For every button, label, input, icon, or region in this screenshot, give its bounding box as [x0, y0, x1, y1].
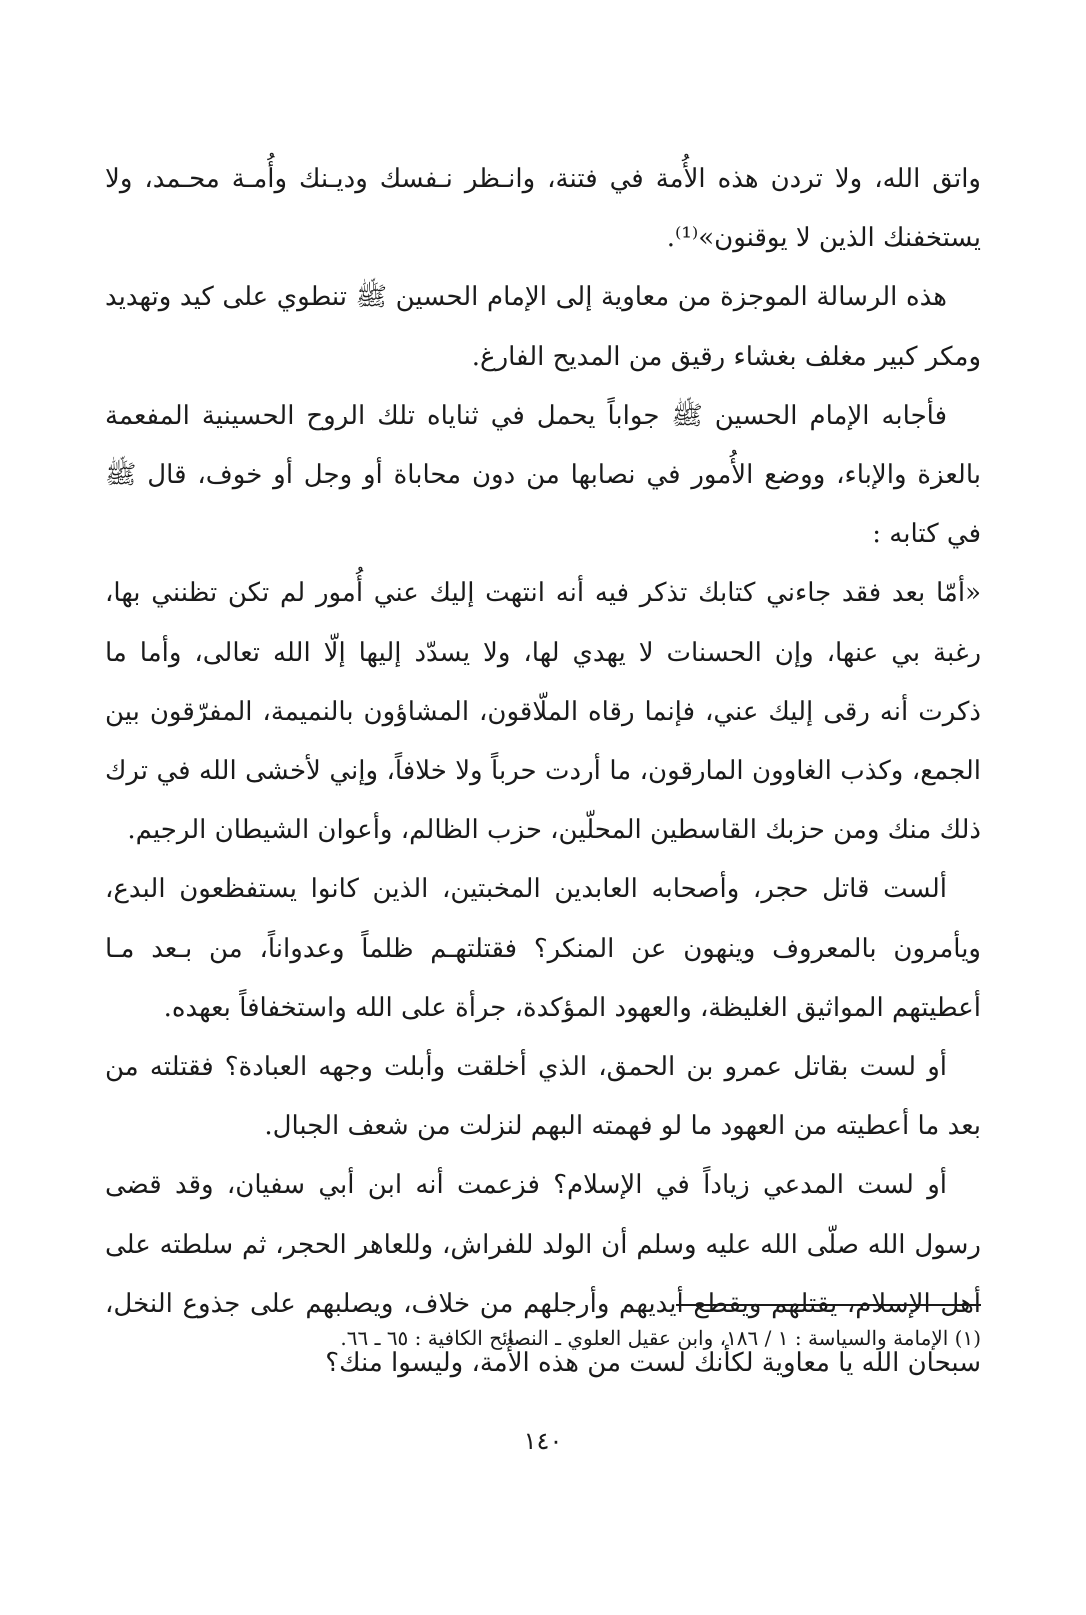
paragraph-letter-hujr: ألست قاتل حجر، وأصحابه العابدين المخبتين، الذين كانوا يستفظعون البدع، ويأمرون بالمعروف وينهون عن المنكر؟ فقتلتهـم ظلماً وعدواناً، من بـعد مـا أعطيتهم المواثيق الغليظة، والعهود المؤكدة، جرأة على الله واستخفافاً بعهده.: [105, 874, 981, 1023]
footnote: (١) الإمامة والسياسة : ١ / ١٨٦، وابن عقيل العلوي ـ النصائح الكافية : ٦٥ ـ ٦٦.: [340, 1326, 981, 1350]
paragraph-letter-opening: «أمّا بعد فقد جاءني كتابك تذكر فيه أنه انتهت إليك عني أُمور لم تكن تظنني بها، رغبة بي عنها، وإن الحسنات لا يهدي لها، ولا يسدّد إليها إلّا الله تعالى، وأما ما ذكرت أنه رقى إليك عني، فإنما رقاه الملّاقون، المشاؤون بالنميمة، المفرّقون بين الجمع، وكذب الغاوون المارقون، ما أردت حرباً ولا خلافاً، وإني لأخشى الله في ترك ذلك منك ومن حزبك القاسطين المحلّين، حزب الظالم، وأعوان الشيطان الرجيم.: [105, 578, 981, 846]
paragraph-commentary: هذه الرسالة الموجزة من معاوية إلى الإمام الحسين ﷺ تنطوي على كيد وتهديد ومكر كبير مغلف بغشاء رقيق من المديح الفارغ.: [105, 282, 981, 372]
paragraph-letter-ziyad: أو لست المدعي زياداً في الإسلام؟ فزعمت أنه ابن أبي سفيان، وقد قضى رسول الله صلّى الله عليه وسلم أن الولد للفراش، وللعاهر الحجر، ثم سلطته على أهل الإسلام، يقتلهم ويقطع أيديهم وأرجلهم من خلاف، ويصلبهم على جذوع النخل، سبحان الله يا معاوية لكأنك لست من هذه الأُمة، وليسوا منك؟: [105, 1170, 981, 1379]
paragraph-quote-ending: واتق الله، ولا تردن هذه الأُمة في فتنة، وانـظر نـفسك وديـنك وأُمـة محـمد، ولا يستخفنك الذين لا يوقنون»⁽¹⁾.: [105, 164, 981, 254]
paragraph-reply-intro: فأجابه الإمام الحسين ﷺ جواباً يحمل في ثناياه تلك الروح الحسينية المفعمة بالعزة والإباء، ووضع الأُمور في نصابها من دون محاباة أو وجل أو خوف، قال ﷺ في كتابه :: [105, 400, 981, 550]
footnote-divider: [676, 1304, 981, 1306]
main-text: [105, 150, 981, 1393]
page-number: ١٤٠: [523, 1427, 563, 1455]
paragraph-letter-amr: أو لست بقاتل عمرو بن الحمق، الذي أخلقت وأبلت وجهه العبادة؟ فقتلته من بعد ما أعطيته من العهود ما لو فهمته البهم لنزلت من شعف الجبال.: [105, 1052, 981, 1142]
